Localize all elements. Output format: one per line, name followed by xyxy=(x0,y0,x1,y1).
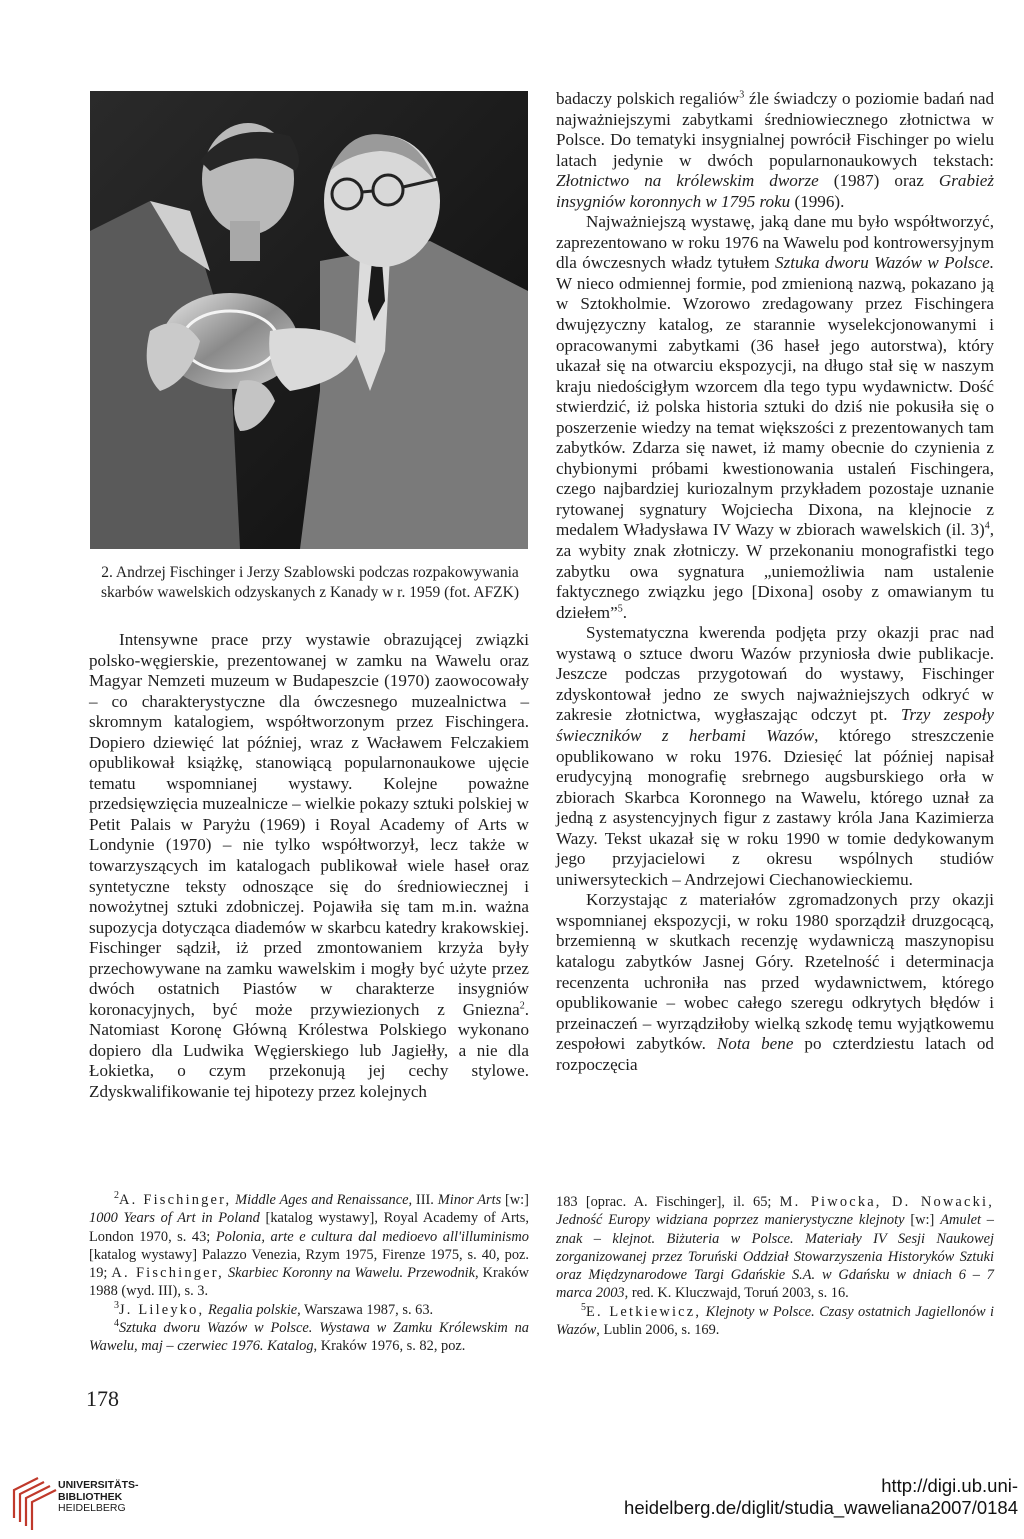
text: 183 [oprac. A. Fischinger], il. 65; xyxy=(556,1194,780,1210)
footnote xyxy=(556,1303,994,1340)
italic-title: Sztuka dworu Wazów w Polsce. xyxy=(775,253,994,273)
author: M. Piwocka, D. Nowacki, xyxy=(779,1194,994,1210)
text: po czterdziestu latach od rozpoczęcia xyxy=(556,1034,994,1074)
library-line: BIBLIOTHEK xyxy=(58,1490,123,1503)
footnote xyxy=(89,1319,529,1356)
italic-title: Złotnictwo na królewskim dworze xyxy=(556,171,819,191)
text: , którego streszczenie opublikowano w roku 1976. Dziesięć lat później napisał erudycyjną monografię srebrnego augsburskiego orła w zbiorach Skarbca Koronnego na Wawelu, którego uznał za jedną z asystencyjnych figur z zastawy króla Jana Kazimierza Wazy. Tekst ukazał się w roku 1990 w tomie dedykowanym jego przyjacielowi z okresu wspólnych studiów uniwersyteckich – Andrzejowi Ciechanowieckiemu. xyxy=(556,725,994,889)
source-url-link[interactable]: http://digi.ub.uni-heidelberg.de/diglit/studia_waweliana2007/0184 xyxy=(624,1475,1018,1518)
paragraph xyxy=(89,630,529,1103)
italic-title: Trzy zespoły świeczników z herbami Wazów xyxy=(556,705,995,745)
italic-title: Middle Ages and Renaissance, xyxy=(235,1192,413,1208)
text: Intensywne prace przy wystawie obrazującej związki polsko-węgierskie, prezentowanej w zamku na Wawelu oraz Magyar Nemzeti muzeum w Budapeszcie (1970) zaowocowały – co charakterystyczne dla ówczesnego muzealnictwa – skromnym katalogiem, współtworzonym przez Fischingera. Dopiero dziewięć lat później, wraz z Wacławem Felczakiem opublikował książkę, stanowiącą popularnonaukowe ujęcie tematu wspomnianej wystawy. Kolejne poważne przedsięwzięcia muzealnicze – wielkie pokazy sztuki polskiej w Petit Palais w Paryżu (1969) i Royal Academy of Arts w Londynie (1970) – nie tylko współtworzył, lecz także w towarzyszących im katalogach publikował wiele haseł oraz syntetyczne teksty odnoszące się do średniowiecznej i nowożytnej sztuki zdobniczej. Pojawiła się tam m.in. ważna supozycja dotycząca diademów w skarbcu katedry krakowskiej. Fischinger sądził, iż przed zmontowaniem krzyża były przechowywane na zamku wawelskim i mogły być użyte przez dwóch ostatnich Piastów w charakterze insygniów koronacyjnych, być może przywiezionych z Gniezna xyxy=(89,630,529,1019)
italic-title: Regalia polskie xyxy=(204,1301,298,1318)
text: (1996). xyxy=(790,191,845,211)
right-column xyxy=(556,89,994,1075)
author: A. Fischinger, xyxy=(119,1192,232,1208)
photo-caption: 2. Andrzej Fischinger i Jerzy Szablowski podczas rozpakowywania skarbów wawelskich odzyskanych z Kanady w r. 1959 (fot. AFZK) xyxy=(101,564,519,601)
footnote-number: 3 xyxy=(114,1299,119,1311)
italic-title: Skarbiec Koronny na Wawelu. Przewodnik xyxy=(223,1265,476,1282)
italic-title: Jedność Europy widziana poprzez manierystyczne klejnoty xyxy=(556,1212,905,1229)
italic-title: Sztuka dworu Wazów w Polsce. Wystawa w Zamku Królewskim na Wawelu, maj – czerwiec 1976. Katalog xyxy=(89,1320,529,1355)
italic-title: 1000 Years of Art in Poland xyxy=(89,1210,260,1227)
text: [w:] xyxy=(501,1192,529,1208)
footnote-continuation xyxy=(556,1193,994,1303)
italic-title: Grabież insygniów koronnych w 1795 roku xyxy=(556,171,995,211)
text: (1987) oraz xyxy=(818,171,939,191)
library-line: UNIVERSITÄTS- xyxy=(58,1479,139,1491)
footnote-ref: 5 xyxy=(617,602,623,614)
footnote-ref: 2 xyxy=(519,1000,525,1012)
footnote xyxy=(89,1191,529,1301)
paragraph xyxy=(556,623,994,890)
library-line: HEIDELBERG xyxy=(58,1502,126,1514)
footnote-number: 2 xyxy=(114,1190,119,1202)
text: [katalog wystawy] Palazzo Venezia, Rzym 1975, Firenze 1975, s. 40, poz. 19; xyxy=(89,1246,529,1282)
text: Systematyczna kwerenda podjęta przy okazji prac nad wystawą o sztuce dworu Wazów przyniosła dwie publikacje. Jeszcze podczas przygotowań do wystawy, Fischinger zdyskontował jedno ze swych najważniejszych odkryć w zakresie złotnictwa, wygłaszając odczyt pt. xyxy=(556,623,994,725)
footnote-ref: 4 xyxy=(984,520,990,532)
italic-title: Polonia, arte e cultura dal medioevo all'illuminismo xyxy=(215,1228,529,1245)
paragraph xyxy=(556,890,994,1075)
text: , za wybity znak złotniczy. W przekonaniu monografistki tego zabytku owa sygnatura „uniemożliwia nam ustalenie faktycznego związku jego [Dixona] osoby z omawianym tu dziełem” xyxy=(556,520,994,622)
paragraph xyxy=(556,89,994,212)
text: W nieco odmiennej formie, pod zmienioną nazwą, pokazano ją w Sztokholmie. Wzorowo zredagowany przez Fischingera dwujęzyczny katalog, ze starannie wyselekcjonowanymi i opracowanymi zabytkami (36 haseł jego autorstwa), który ukazał się na otwarciu ekspozycji, na długo stał się w naszym kraju niedościgłym wzorcem dla tego typu wydawnictw. Dość stwierdzić, iż polska historia sztuki do dziś nie pokusiła się o poszerzenie wiedzy na temat większości z prezentowanych tam zabytków. Zdarza się nawet, iż mamy obecnie do czynienia z chybionymi próbami kwestionowania ustaleń Fischingera, czego najbardziej kuriozalnym przykładem pozostaje uznanie rytowanej sygnatury Wojciecha Dixona, na klejnocie z medalem Władysława IV Wazy w zbiorach wawelskich (il. 3) xyxy=(556,273,994,540)
text: Najważniejszą wystawę, jaką dane mu było współtworzyć, zaprezentowano w roku 1976 na Wawelu pod kontrowersyjnym dla ówczesnych władz tytułem xyxy=(556,212,994,273)
footnote xyxy=(89,1301,529,1319)
footnotes-right xyxy=(556,1193,994,1339)
left-column xyxy=(89,630,529,1103)
footnote-number: 5 xyxy=(581,1301,586,1313)
text: [katalog wystawy], Royal Academy of Arts, London 1970, s. 43; xyxy=(89,1210,530,1245)
text: badaczy polskich regaliów xyxy=(556,89,740,108)
italic-title: Amulet – znak – klejnot. Biżuteria w Polsce. Materiały IV Sesji Naukowej zorganizowanej przez Toruński Oddział Stowarzyszenia Historyków Sztuki oraz Międzynarodowe Targi Gdańskie S.A. w Gdańsku w dniach 6 – 7 marca 2003 xyxy=(556,1212,995,1302)
text: , Kraków 1976, s. 82, poz. xyxy=(313,1338,466,1355)
photograph xyxy=(90,91,528,549)
author: A. Fischinger, xyxy=(111,1265,224,1282)
author: J. Lileyko, xyxy=(119,1301,205,1318)
text: źle świadczy o poziomie badań nad najważniejszymi zabytkami średniowiecznego złotnictwa w Polsce. Do tematyki insygnialnej powrócił Fischinger po wielu latach jedynie w dwóch popularnonaukowych tekstach: xyxy=(556,89,994,170)
footnotes-left xyxy=(89,1191,529,1356)
text: . Natomiast Koronę Główną Królestwa Polskiego wykonano dopiero dla Ludwika Węgierskiego lub Jagiełły, a nie dla Łokietka, o czym przekonują jej cechy stylowe. Zdyskwalifikowanie tej hipotezy przez kolejnych xyxy=(89,999,529,1102)
text: , Lublin 2006, s. 169. xyxy=(596,1322,720,1339)
text: III. xyxy=(412,1192,438,1208)
italic-title: Klejnoty w Polsce. Czasy ostatnich Jagiellonów i Wazów xyxy=(556,1303,995,1339)
text: , red. K. Kluczwajd, Toruń 2003, s. 16. xyxy=(624,1285,849,1302)
footnote-ref: 3 xyxy=(739,89,745,101)
photo-illustration xyxy=(90,91,528,549)
text: [w:] xyxy=(904,1212,941,1229)
text: Korzystając z materiałów zgromadzonych przy okazji wspomnianej ekspozycji, w roku 1980 sporządził druzgocącą, brzemienną w skutkach recenzję wydawniczą maszynopisu katalogu zabytków Jasnej Góry. Rzetelność i determinacja recenzenta uchroniła nas przed wydawnictwem, którego opublikowanie – wobec całego szeregu odkrytych błędów i przeinaczeń – wyrządziłoby wielką szkodę temu wyjątkowemu zespołowi zabytków. xyxy=(556,890,994,1054)
paragraph xyxy=(556,212,994,623)
text: , Kraków 1988 (wyd. III), s. 3. xyxy=(89,1265,529,1300)
library-name xyxy=(58,1480,139,1515)
text: . xyxy=(622,602,627,622)
author: E. Letkiewicz, xyxy=(586,1303,702,1320)
italic-title: Minor Arts xyxy=(437,1192,502,1208)
italic-phrase: Nota bene xyxy=(716,1034,794,1054)
page-number: 178 xyxy=(86,1386,119,1411)
text: , Warszawa 1987, s. 63. xyxy=(297,1301,434,1318)
footnote-number: 4 xyxy=(114,1318,119,1330)
